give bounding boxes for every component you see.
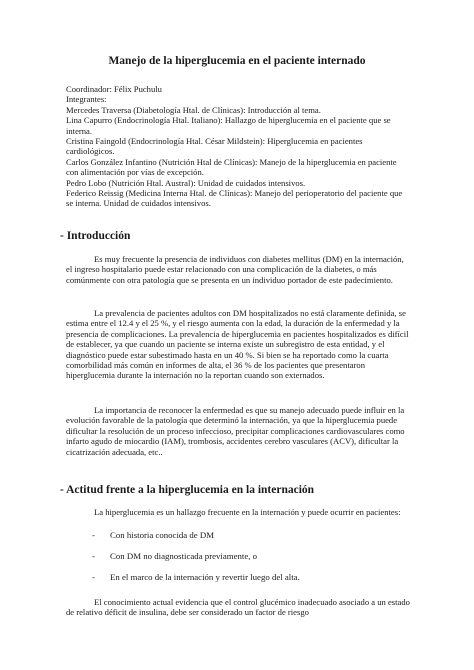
intro-paragraph-1-text: Es muy frecuente la presencia de individuos con diabetes mellitus (DM) en la internación, el ingreso hospitalario puede estar relacionado con una complicación de la diabetes, o más comúnmente con otra patología que se presenta en un individuo portador de este padecimiento.: [66, 254, 404, 285]
list-item: [92, 530, 214, 541]
member-line: Mercedes Traversa (Diabetología Htal. de Clínicas): Introducción al tema.: [66, 104, 321, 115]
actitud-paragraph-1: [66, 507, 410, 517]
section-heading-actitud: - Actitud frente a la hiperglucemia en la internación: [60, 484, 315, 496]
list-item: [92, 551, 257, 562]
member-line: Carlos González Infantino (Nutrición Htal de Clínicas): Manejo de la hiperglucemia en paciente con alimentación por vías de excepción.: [66, 156, 397, 178]
actitud-paragraph-2-text: El conocimiento actual evidencia que el control glucémico inadecuado asociado a un estado de relativo déficit de insulina, debe ser considerado un factor de riesgo: [66, 597, 410, 618]
contributors-block: [66, 84, 410, 209]
section-heading-introduccion: - Introducción: [60, 230, 131, 242]
intro-paragraph-2: [66, 308, 410, 381]
intro-paragraph-3: [66, 405, 410, 457]
member-line: Cristina Faingold (Endocrinología Htal. César Mildstein): Hiperglucemia en pacientes cardiológicos.: [66, 136, 363, 157]
list-item: [92, 572, 300, 583]
list-item-text: En el marco de la internación y revertir luego del alta.: [110, 572, 300, 582]
coordinator-line: Coordinador: Félix Puchulu: [66, 84, 162, 94]
list-item-text: Con DM no diagnosticada previamente, o: [110, 551, 258, 561]
actitud-paragraph-2: [66, 597, 410, 618]
members-label: Integrantes:: [66, 94, 107, 105]
member-line: Federico Reissig (Medicina Interna Htal. de Clínicas): Manejo del perioperatorio del paciente que se interna. Unidad de cuidados intensivos.: [66, 188, 403, 209]
member-line: Lina Capurro (Endocrinología Htal. Italiano): Hallazgo de hiperglucemia en el paciente que se interna.: [66, 115, 391, 136]
dash-bullet: -: [92, 530, 95, 540]
intro-paragraph-3-text: La importancia de reconocer la enfermedad es que su manejo adecuado puede influir en la evolución favorable de la patología que determinó la internación, ya que la hiperglucemia puede dificultar la resolución de un proceso infeccioso, precipitar complicaciones cardiovasculares como infarto agudo de miocardio (IAM), trombosis, accidentes cerebro vasculares (ACV), dificultar la cicatrización adecuada, etc..: [66, 405, 405, 457]
intro-paragraph-2-text: La prevalencia de pacientes adultos con DM hospitalizados no está claramente definida, se estima entre el 12.4 y el 25 %, y el riesgo aumenta con la edad, la duración de la enfermedad y la presencia de complicaciones. La prevalencia de hiperglucemia en pacientes hospitalizados es difícil de establecer, ya que cuando un paciente se interna existe un subregistro de esta entidad, y el diagnóstico puede estar subestimado hasta en un 40 %. Si bien se ha reportado como la cuarta comorbilidad más común en informes de alta, el 36 % de los pacientes que presentaron hiperglucemia durante la internación no la reportan cuando son externados.: [66, 308, 409, 381]
list-item-text: Con historia conocida de DM: [110, 530, 215, 540]
dash-bullet: -: [92, 551, 95, 561]
document-title: Manejo de la hiperglucemia en el paciente internado: [108, 55, 366, 67]
actitud-paragraph-1-text: La hiperglucemia es un hallazgo frecuente en la internación y puede ocurrir en pacientes:: [94, 507, 401, 517]
intro-paragraph-1: [66, 254, 410, 285]
dash-bullet: -: [92, 572, 95, 582]
member-line: Pedro Lobo (Nutrición Htal. Austral): Unidad de cuidados intensivos.: [66, 177, 306, 188]
